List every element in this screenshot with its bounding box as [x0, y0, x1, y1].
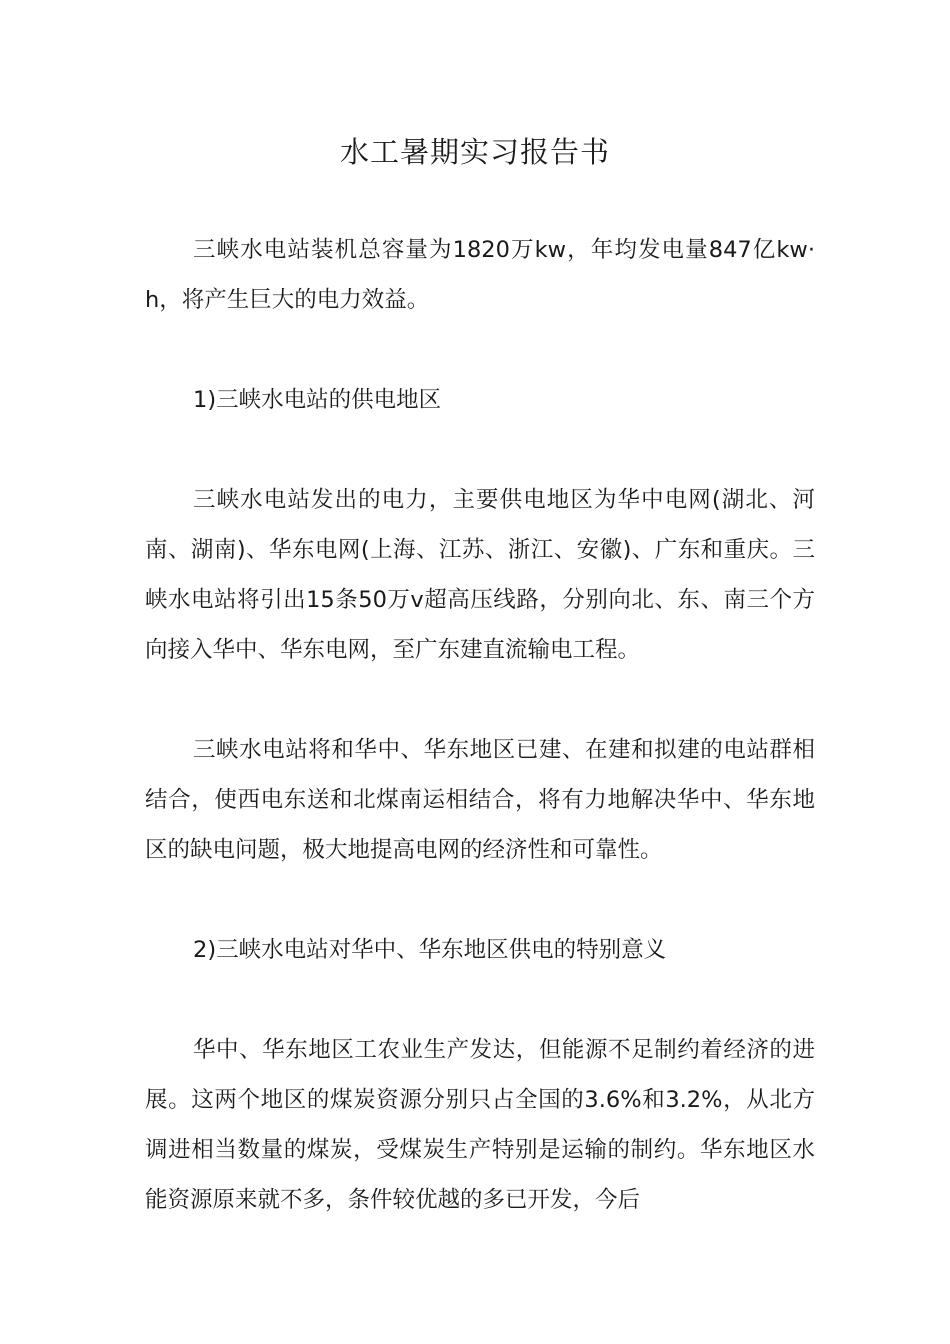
paragraph-power-station-group: 三峡水电站将和华中、华东地区已建、在建和拟建的电站群相结合，使西电东送和北煤南运相结合，将有力地解决华中、华东地区的缺电问题，极大地提高电网的经济性和可靠性。	[145, 737, 815, 863]
section-heading-significance: 2)三峡水电站对华中、华东地区供电的特别意义	[193, 937, 667, 963]
section-heading-supply-area: 1)三峡水电站的供电地区	[193, 387, 442, 413]
paragraph-capacity: 三峡水电站装机总容量为1820万kw，年均发电量847亿kw·h，将产生巨大的电力效益。	[145, 237, 815, 313]
paragraph-energy-shortage: 华中、华东地区工农业生产发达，但能源不足制约着经济的进展。这两个地区的煤炭资源分别只占全国的3.6%和3.2%，从北方调进相当数量的煤炭，受煤炭生产特别是运输的制约。华东地区水能资源原来就不多，条件较优越的多已开发，今后	[145, 1037, 815, 1213]
document-title: 水工暑期实习报告书	[339, 135, 610, 169]
paragraph-supply-area: 三峡水电站发出的电力，主要供电地区为华中电网(湖北、河南、湖南)、华东电网(上海、江苏、浙江、安徽)、广东和重庆。三峡水电站将引出15条50万v超高压线路，分别向北、东、南三个方向接入华中、华东电网，至广东建直流输电工程。	[145, 487, 815, 663]
